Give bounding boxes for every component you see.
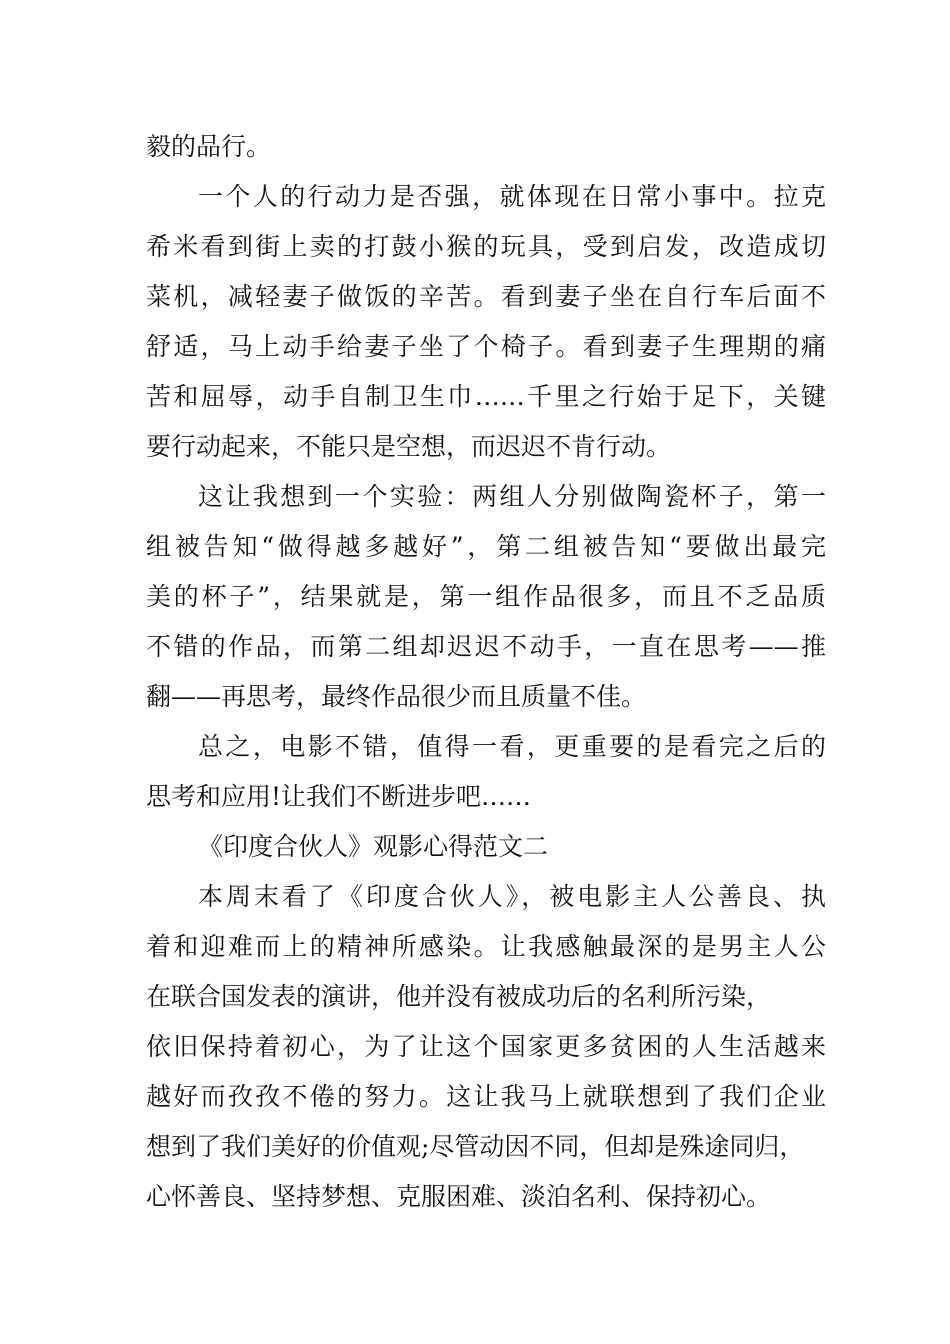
paragraph-first-line: 总之，电影不错，值得一看，更重要的是看完之后的	[198, 732, 826, 761]
text-line: 心怀善良、坚持梦想、克服困难、淡泊名利、保持初心。	[146, 1182, 772, 1211]
document-body	[146, 122, 826, 1222]
text-line: 舒适，马上动手给妻子坐了个椅子。看到妻子生理期的痛	[146, 332, 826, 361]
text-line: 美的杯子”，结果就是，第一组作品很多，而且不乏品质	[146, 582, 826, 611]
text-line: 想到了我们美好的价值观;尽管动因不同，但却是殊途同归，	[146, 1132, 805, 1161]
text-line: 思考和应用!让我们不断进步吧……	[146, 782, 532, 811]
text-line: 苦和屈辱，动手自制卫生巾……千里之行始于足下，关键	[146, 382, 826, 411]
text-line: 翻——再思考，最终作品很少而且质量不佳。	[146, 682, 647, 711]
text-line: 在联合国发表的演讲，他并没有被成功后的名利所污染，	[146, 982, 772, 1011]
text-line: 着和迎难而上的精神所感染。让我感触最深的是男主人公	[146, 932, 826, 961]
text-line: 越好而孜孜不倦的努力。这让我马上就联想到了我们企业	[146, 1082, 826, 1111]
section-title: 《印度合伙人》观影心得范文二	[198, 832, 549, 861]
text-line: 依旧保持着初心，为了让这个国家更多贫困的人生活越来	[146, 1032, 826, 1061]
paragraph-first-line: 本周末看了《印度合伙人》，被电影主人公善良、执	[198, 882, 826, 911]
text-line: 要行动起来，不能只是空想，而迟迟不肯行动。	[146, 432, 672, 461]
text-line: 毅的品行。	[146, 132, 272, 161]
text-line: 不错的作品，而第二组却迟迟不动手，一直在思考——推	[146, 632, 826, 661]
text-line: 组被告知“做得越多越好”，第二组被告知“要做出最完	[146, 532, 826, 561]
paragraph-first-line: 这让我想到一个实验：两组人分别做陶瓷杯子，第一	[198, 482, 826, 511]
text-line: 菜机，减轻妻子做饭的辛苦。看到妻子坐在自行车后面不	[146, 282, 826, 311]
text-line: 希米看到街上卖的打鼓小猴的玩具，受到启发，改造成切	[146, 232, 826, 261]
paragraph-first-line: 一个人的行动力是否强，就体现在日常小事中。拉克	[198, 182, 826, 211]
